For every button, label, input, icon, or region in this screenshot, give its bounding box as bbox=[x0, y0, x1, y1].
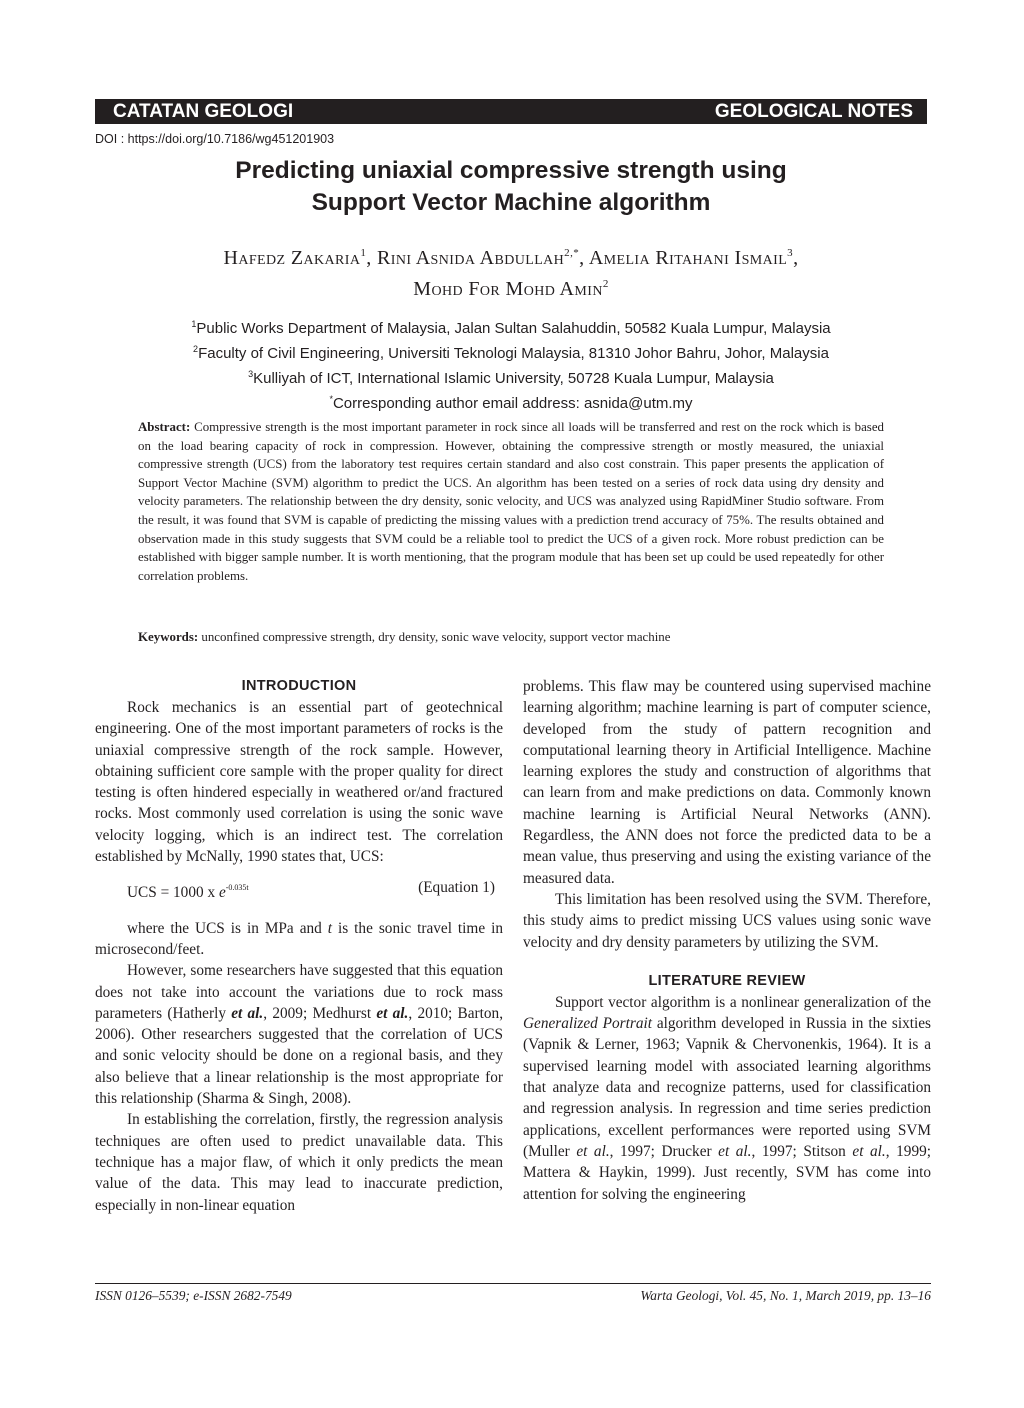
title-line-1: Predicting uniaxial compressive strength using bbox=[235, 157, 787, 184]
text-run: , 1997; Stitson bbox=[751, 1142, 853, 1160]
et-al: et al. bbox=[718, 1142, 752, 1160]
et-al: et al. bbox=[852, 1142, 886, 1160]
author-name: Hafedz Zakaria bbox=[223, 247, 361, 269]
section-label-english: GEOLOGICAL NOTES bbox=[714, 100, 913, 122]
equation-expression bbox=[127, 877, 249, 903]
text-run: , 2009; Medhurst bbox=[263, 1004, 377, 1022]
section-heading-literature-review: LITERATURE REVIEW bbox=[648, 972, 806, 989]
author-affil-mark: 2,* bbox=[564, 247, 580, 259]
paragraph bbox=[95, 960, 503, 1109]
affiliation-text: Kulliyah of ICT, International Islamic University, 50728 Kuala Lumpur, Malaysia bbox=[253, 370, 774, 387]
right-column bbox=[523, 676, 931, 1205]
keywords bbox=[138, 628, 884, 647]
section-heading-introduction: INTRODUCTION bbox=[241, 678, 357, 694]
paragraph bbox=[95, 918, 503, 961]
paragraph: This limitation has been resolved using the SVM. Therefore, this study aims to predict missing UCS values using sonic wave velocity and dry density parameters by utilizing the SVM. bbox=[523, 890, 931, 951]
section-label-malay: CATATAN GEOLOGI bbox=[113, 100, 294, 122]
affiliation-mark: 3 bbox=[248, 369, 254, 379]
journal-section-bar bbox=[95, 99, 927, 124]
affiliation-text: Public Works Department of Malaysia, Jalan Sultan Salahuddin, 50582 Kuala Lumpur, Malaysia bbox=[196, 320, 831, 337]
text-run: , 2010; Barton, 2006). Other researchers suggested that the correlation of UCS and sonic velocity should be done on a regional basis, and they also believe that a linear relationship is the most appropriate for this relationship (Sharma & Singh, 2008). bbox=[95, 1004, 504, 1108]
affiliation-text: Corresponding author email address: asnida@utm.my bbox=[332, 395, 693, 412]
author-affil-mark: 3 bbox=[787, 247, 794, 259]
et-al: et al. bbox=[376, 1004, 409, 1022]
affiliation-text: Faculty of Civil Engineering, Universiti Teknologi Malaysia, 81310 Johor Bahru, Johor, Malaysia bbox=[198, 345, 829, 362]
affiliation-item bbox=[95, 314, 927, 339]
paragraph bbox=[523, 992, 931, 1205]
equation-lhs: UCS = 1000 x bbox=[127, 884, 219, 902]
abstract-label: Abstract: bbox=[138, 420, 191, 434]
text-run: algorithm developed in Russia in the sixties (Vapnik & Lerner, 1963; Vapnik & Chervonenkis, 1964). It is a supervised learning model with associated learning algorithms that analyze data and recognize patterns, used for classification and regression analysis. In regression and time series prediction applications, excellent performances were reported using SVM (Muller bbox=[523, 1015, 931, 1160]
text-run: Support vector algorithm is a nonlinear generalization of the bbox=[555, 993, 931, 1011]
affiliation-mark: 1 bbox=[191, 319, 197, 329]
paragraph: problems. This flaw may be countered using supervised machine learning algorithm; machine learning is part of computer science, developed from the study of pattern recognition and computational learning theory in Artificial Intelligence. Machine learning explores the study and construction of algorithms that can learn from and make predictions on data. Commonly known machine learning is Artificial Neural Networks (ANN). Regardless, the ANN does not force the predicted data to be a mean value, thus preserving and using the existing variance of the measured data. bbox=[523, 678, 931, 887]
issn: ISSN 0126–5539; e-ISSN 2682-7549 bbox=[95, 1288, 292, 1303]
equation-exponent: -0.035t bbox=[225, 883, 249, 893]
paragraph: Rock mechanics is an essential part of geotechnical engineering. One of the most important parameters of rocks is the uniaxial compressive strength of the rock sample. However, obtaining sufficient core sample with the proper quality for direct testing is often hindered especially in weathered or/and fractured rocks. Most commonly used correlation is using the sonic wave velocity logging, which is an indirect test. The correlation established by McNally, 1990 states that, UCS: bbox=[95, 699, 503, 866]
et-al: et al. bbox=[231, 1004, 264, 1022]
affiliation-item bbox=[95, 339, 927, 364]
author-name: Mohd For Mohd Amin bbox=[413, 278, 603, 300]
text-run: , 1997; Drucker bbox=[609, 1142, 719, 1160]
italic-term: Generalized Portrait bbox=[523, 1015, 652, 1033]
paragraph: In establishing the correlation, firstly, the regression analysis techniques are often used to predict unavailable data. This technique has a major flaw, of which it only predicts the mean value of the data. This may lead to inaccurate prediction, especially in non-linear equation bbox=[95, 1111, 503, 1214]
keywords-text: unconfined compressive strength, dry density, sonic wave velocity, support vector machine bbox=[201, 630, 671, 644]
author-line-1: Hafedz Zakaria$^1$, Rini Asnida Abdullah$^{2,*}$, Amelia Ritahani Ismail$^3$, bbox=[223, 247, 799, 269]
author-list bbox=[95, 240, 927, 302]
equation-base: e bbox=[218, 884, 226, 902]
author-affil-mark: 2 bbox=[602, 278, 609, 290]
equation-label: (Equation 1) bbox=[418, 879, 495, 897]
left-column bbox=[95, 676, 503, 1216]
abstract bbox=[138, 418, 884, 585]
title-line-2: Support Vector Machine algorithm bbox=[311, 189, 711, 216]
affiliation-mark: * bbox=[329, 394, 333, 404]
page-footer bbox=[95, 1288, 931, 1304]
variable-t: t bbox=[327, 919, 333, 937]
footer-divider bbox=[95, 1283, 931, 1284]
corresponding-author bbox=[95, 389, 927, 414]
journal-citation: Warta Geologi, Vol. 45, No. 1, March 2019, pp. 13–16 bbox=[640, 1288, 931, 1303]
et-al: et al. bbox=[576, 1142, 610, 1160]
text-run: is the sonic travel time in microsecond/feet. bbox=[95, 919, 503, 958]
keywords-label: Keywords: bbox=[138, 630, 199, 644]
affiliation-mark: 2 bbox=[193, 344, 199, 354]
text-run: However, some researchers have suggested that this equation does not take into account the variations due to rock mass parameters (Hatherly bbox=[95, 962, 503, 1022]
author-affil-mark: 1 bbox=[360, 247, 367, 259]
text-run: , 1999; Mattera & Haykin, 1999). Just recently, SVM has come into attention for solving the engineering bbox=[523, 1142, 931, 1203]
paper-title bbox=[95, 155, 927, 219]
abstract-text: Compressive strength is the most important parameter in rock since all loads will be transferred and rest on the rock which is based on the load bearing capacity of rock in compression. However, obtaining the compressive strength or mostly measured, the uniaxial compressive strength (UCS) from the laboratory test requires certain standard and also cost constrain. This paper presents the application of Support Vector Machine (SVM) algorithm to predict the UCS. An algorithm has been tested on a series of rock data using dry density and velocity parameters. The relationship between the dry density, sonic velocity, and UCS was analyzed using RapidMiner Studio software. From the result, it was found that SVM is capable of predicting the missing values with a prediction trend accuracy of 75%. The results obtained and observation made in this study suggests that SVM could be a reliable tool to predict the UCS of a given rock. More robust prediction can be established with bigger sample number. It is worth mentioning, that the program module that has been set up could be used repeatedly for other correlation problems. bbox=[138, 420, 884, 583]
author-line-2 bbox=[95, 271, 927, 302]
text-run: where the UCS is in MPa and bbox=[127, 919, 328, 937]
author-name: Amelia Ritahani Ismail bbox=[588, 247, 788, 269]
affiliation-item bbox=[95, 364, 927, 389]
equation-1 bbox=[127, 877, 495, 903]
doi-link[interactable]: DOI : https://doi.org/10.7186/wg451201903 bbox=[95, 132, 335, 146]
author-name: Rini Asnida Abdullah bbox=[377, 247, 565, 269]
affiliations bbox=[95, 314, 927, 414]
